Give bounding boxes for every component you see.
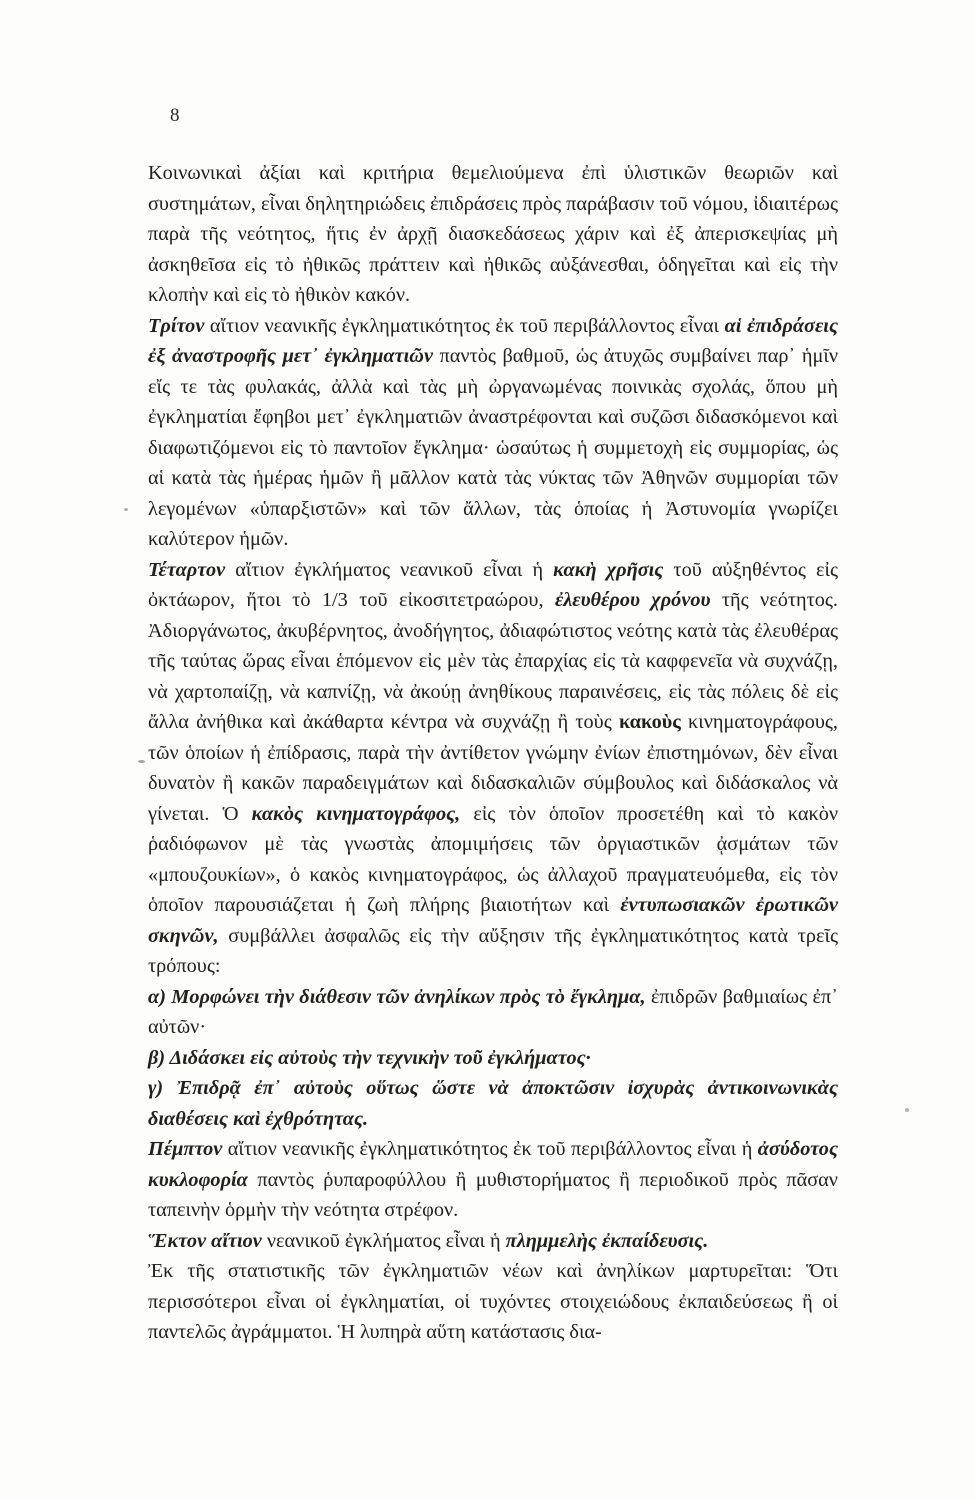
emphasis-bold-italic: Ἕκτον αἴτιον [148, 1229, 267, 1252]
emphasis-bold-italic: ἀσύδοτος κυκλοφορία [148, 1138, 838, 1191]
text-run: ἐπιδρῶν βαθμιαίως ἐπ᾽ αὐτῶν· [148, 985, 838, 1038]
paragraph [148, 1073, 838, 1134]
emphasis-bold-italic: Πέμπτον [148, 1138, 228, 1160]
paragraph [148, 1226, 838, 1257]
text-run: Κοινωνικαὶ ἀξίαι καὶ κριτήρια θεμελιούμενα ἐπὶ ὑλιστικῶν θεωριῶν καὶ συστημάτων, εἶναι δηλητηριώδεις ἐπιδράσεις πρὸς παράβασιν τοῦ νόμου, ἰδιαιτέρως παρὰ τῆς νεότητος, ἥτις ἐν ἀρχῇ διασκεδάσεως χάριν καὶ ἐξ ἀπερισκεψίας μὴ ἀσκηθεῖσα εἰς τὸ ἠθικῶς πράττειν καὶ ἠθικῶς αὐξάνεσθαι, ὁδηγεῖται καὶ εἰς τὴν κλοπὴν καὶ εἰς τὸ ἠθικὸν κακόν. [148, 162, 838, 306]
scan-speck [905, 1108, 909, 1112]
emphasis-bold-italic: αἱ ἐπιδράσεις ἐξ ἀναστροφῆς μετ᾽ ἐγκληματιῶν [148, 314, 838, 367]
page-body [148, 158, 838, 1348]
text-run: κινηματογράφους, τῶν ὁποίων ἡ ἐπίδρασις, παρὰ τὴν ἀντίθετον γνώμην ἐνίων ἐπιστημόνων, δὲν εἶναι δυνατὸν ἢ κακῶν παραδειγμάτων καὶ διδασκαλιῶν σύμβουλος καὶ διδάσκαλος νὰ γίνεται. Ὁ [148, 711, 838, 825]
emphasis-bold-italic: Τέταρτον [148, 558, 236, 581]
scan-speck [124, 508, 128, 511]
text-run: παντὸς ῥυπαροφύλλου ἢ μυθιστορήματος ἢ περιοδικοῦ πρὸς πᾶσαν ταπεινὴν ὁρμὴν τὴν νεότητα στρέφον. [148, 1168, 838, 1221]
emphasis-bold-italic: κακὸς κινηματογράφος, [251, 802, 474, 825]
emphasis-bold-italic: α) Μορφώνει τὴν διάθεσιν τῶν ἀνηλίκων πρὸς τὸ ἔγκλημα, [148, 985, 651, 1008]
emphasis-bold-italic: γ) Ἐπιδρᾷ ἐπ᾽ αὐτοὺς οὕτως ὥστε νὰ ἀποκτῶσιν ἰσχυρὰς ἀντικοινωνικὰς διαθέσεις καὶ ἐχθρότητας. [148, 1077, 838, 1130]
emphasis-bold: κακοὺς [618, 711, 689, 733]
text-run: εἰς τὸν ὁποῖον προσετέθη καὶ τὸ κακὸν ῥαδιόφωνον μὲ τὰς γνωστὰς ἀπομιμήσεις τῶν ὀργιαστικῶν ᾀσμάτων τῶν «μπουζουκίων», ὁ κακὸς κινηματογράφος, ὡς ἀλλαχοῦ πραγματευόμεθα, εἰς τὸν ὁποῖον παρουσιάζεται ἡ ζωὴ πλήρης βιαιοτήτων καὶ [148, 802, 839, 916]
paragraph [148, 982, 838, 1043]
scan-speck [138, 760, 145, 763]
text-run: τοῦ αὐξηθέντος εἰς ὀκτάωρον, ἤτοι τὸ 1/3 τοῦ εἰκοσιτετραώρου, [148, 558, 838, 611]
paragraph [148, 555, 838, 982]
emphasis-bold-italic: πλημμελὴς ἐκπαίδευσις. [505, 1229, 709, 1252]
emphasis-bold-italic: β) Διδάσκει εἰς αὐτοὺς τὴν τεχνικὴν τοῦ ἐγκλήματος· [148, 1046, 591, 1069]
emphasis-bold-italic: ἐντυπωσιακῶν ἐρωτικῶν σκηνῶν, [148, 894, 838, 947]
paragraph [148, 1256, 838, 1348]
paragraph [148, 158, 838, 311]
text-run: αἴτιον ἐγκλήματος νεανικοῦ εἶναι ἡ [235, 558, 554, 581]
paragraph [148, 1134, 838, 1226]
text-run: παντὸς βαθμοῦ, ὡς ἀτυχῶς συμβαίνει παρ᾽ ἡμῖν εἴς τε τὰς φυλακάς, ἀλλὰ καὶ τὰς μὴ ὠργανωμένας ποινικὰς σχολάς, ὅπου μὴ ἐγκληματίαι ἔφηβοι μετ᾽ ἐγκληματιῶν ἀναστρέφονται καὶ συζῶσι διδασκόμενοι καὶ διαφωτιζόμενοι εἰς τὸ παντοῖον ἔγκλημα· ὡσαύτως ἡ συμμετοχὴ εἰς συμμορίας, ὡς αἱ κατὰ τὰς ἡμέρας ἡμῶν ἢ μᾶλλον κατὰ τὰς νύκτας τῶν Ἀθηνῶν συμμορίαι τῶν λεγομένων «ὑπαρξιστῶν» καὶ τῶν ἄλλων, τὰς ὁποίας ἡ Ἀστυνομία γνωρίζει καλύτερον ἡμῶν. [148, 345, 838, 550]
emphasis-bold-italic: Τρίτον [148, 314, 210, 337]
text-run: αἴτιον νεανικῆς ἐγκληματικότητος ἐκ τοῦ περιβάλλοντος εἶναι ἡ [227, 1138, 758, 1160]
page-number: 8 [170, 105, 180, 126]
emphasis-bold-italic: ἐλευθέρου χρόνου [554, 589, 722, 611]
text-run: νεανικοῦ ἐγκλήματος εἶναι ἡ [266, 1229, 506, 1252]
text-run: συμβάλλει ἀσφαλῶς εἰς τὴν αὔξησιν τῆς ἐγκληματικότητος κατὰ τρεῖς τρόπους: [148, 924, 838, 977]
text-run: Ἐκ τῆς στατιστικῆς τῶν ἐγκληματιῶν νέων καὶ ἀνηλίκων μαρτυρεῖται: Ὅτι περισσότεροι εἶναι οἱ ἐγκληματίαι, οἱ τυχόντες στοιχειώδους ἐκπαιδεύσεως ἢ οἱ παντελῶς ἀγράμματοι. Ἡ λυπηρὰ αὕτη κατάστασις δια- [148, 1260, 838, 1343]
paragraph [148, 1043, 838, 1074]
text-run: αἴτιον νεανικῆς ἐγκληματικότητος ἐκ τοῦ περιβάλλοντος εἶναι [209, 314, 725, 337]
paragraph [148, 311, 838, 555]
text-run: τῆς νεότητος. Ἀδιοργάνωτος, ἀκυβέρνητος, ἀνοδήγητος, ἀδιαφώτιστος νεότης κατὰ τὰς ἐλευθέρας τῆς ταύτας ὥρας εἶναι ἑπόμενον εἰς μὲν τὰς ἐπαρχίας εἰς τὰ καφφενεῖα νὰ συχνάζῃ, νὰ χαρτοπαίζῃ, νὰ καπνίζῃ, νὰ ἀκούῃ ἀνηθίκους παραινέσεις, εἰς τὰς πόλεις δὲ εἰς ἄλλα ἀνήθικα καὶ ἀκάθαρτα κέντρα νὰ συχνάζῃ ἢ τοὺς [148, 589, 839, 733]
emphasis-bold-italic: κακὴ χρῆσις [553, 558, 674, 581]
